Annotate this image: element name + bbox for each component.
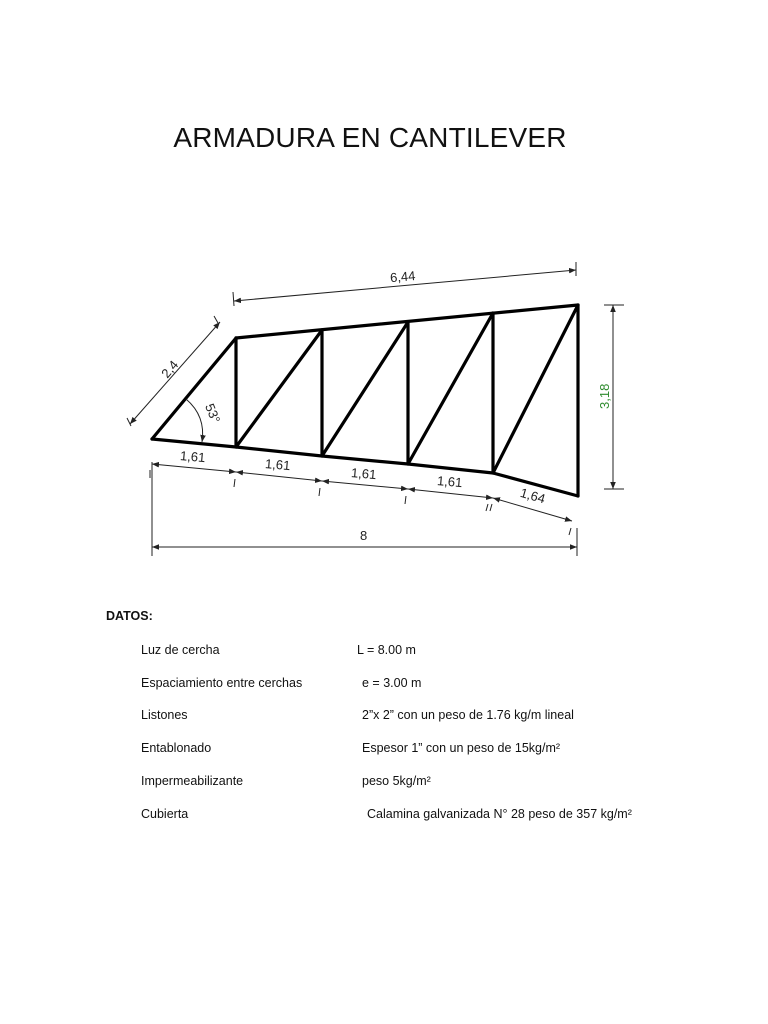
datos-row-listones — [0, 708, 768, 728]
datos-label: Luz de cercha — [141, 643, 220, 657]
dim-top-ext-left — [233, 292, 234, 306]
label-panel-3: 1,61 — [350, 464, 377, 483]
dim-panel-tick-7 — [569, 528, 571, 535]
datos-row-entablonado — [0, 741, 768, 761]
datos-label: Impermeabilizante — [141, 774, 244, 788]
datos-value: Espesor 1” con un peso de 15kg/m² — [362, 741, 561, 755]
datos-row-cubierta — [0, 807, 768, 827]
dim-panel-3-line — [322, 481, 408, 489]
dimension-lines — [127, 262, 624, 556]
dim-panel-tick-6 — [490, 504, 492, 511]
datos-row-impermeabilizante — [0, 774, 768, 794]
label-diagonal-left: 2,4 — [158, 357, 182, 381]
datos-label: Cubierta — [141, 807, 189, 821]
label-top-length: 6,44 — [389, 268, 416, 286]
datos-value: 2”x 2” con un peso de 1.76 kg/m lineal — [362, 708, 574, 722]
left-inclined-member — [152, 338, 236, 439]
datos-row-espaciamiento — [0, 676, 768, 696]
label-height: 3,18 — [597, 383, 612, 409]
datos-label: Listones — [141, 708, 188, 722]
datos-label: Espaciamiento entre cerchas — [141, 676, 303, 690]
dim-panel-2-line — [236, 472, 322, 481]
angle-arc — [186, 399, 203, 442]
label-angle: 53° — [202, 401, 224, 426]
dim-left-tick-2 — [214, 316, 218, 323]
datos-value: e = 3.00 m — [362, 676, 422, 690]
label-total-span: 8 — [360, 528, 368, 543]
datos-label: Entablonado — [141, 741, 212, 755]
datos-row-luz — [0, 643, 768, 663]
diagonal-member-3 — [408, 313, 493, 464]
label-panel-2: 1,61 — [264, 455, 291, 474]
dim-panel-tick-3 — [319, 488, 320, 496]
diagonal-member-4 — [493, 305, 578, 473]
label-panel-4: 1,61 — [436, 472, 463, 491]
dim-panel-tick-4 — [405, 496, 406, 504]
label-panel-5: 1,64 — [518, 485, 548, 507]
dim-panel-tick-2 — [234, 479, 235, 487]
datos-heading: DATOS: — [106, 609, 153, 623]
label-panel-1: 1,61 — [179, 447, 206, 466]
datos-value: peso 5kg/m² — [362, 774, 431, 788]
dim-panel-1-line — [152, 464, 236, 472]
dim-panel-tick-5 — [486, 504, 488, 511]
datos-value: Calamina galvanizada N° 28 peso de 357 kg/m² — [367, 807, 632, 821]
dim-left-tick-1 — [127, 418, 131, 426]
page-title: ARMADURA EN CANTILEVER — [173, 122, 567, 153]
datos-value: L = 8.00 m — [357, 643, 416, 657]
diagonal-member-1 — [236, 330, 322, 447]
diagonal-member-2 — [322, 322, 408, 456]
dim-panel-4-line — [408, 489, 493, 498]
